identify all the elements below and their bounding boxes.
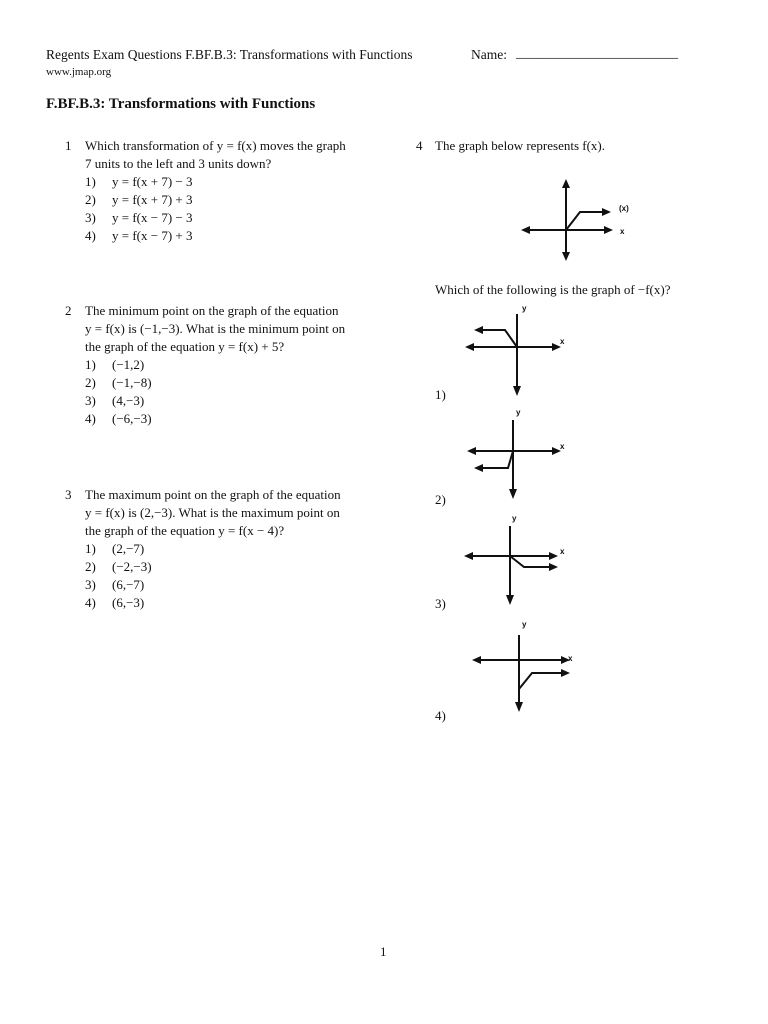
y-axis-arrow-up xyxy=(562,179,570,188)
choice-number: 1) xyxy=(85,541,96,556)
choice-text: (−1,−8) xyxy=(112,375,152,390)
choice-text: (4,−3) xyxy=(112,393,145,408)
x-axis-arrow-left xyxy=(467,447,476,455)
x-axis-arrow-left xyxy=(521,226,530,234)
choice-text: (−2,−3) xyxy=(112,559,152,574)
choice-number: 3) xyxy=(85,210,96,225)
question-stem-line: The maximum point on the graph of the equation xyxy=(85,487,341,502)
question-stem-line: y = f(x) is (2,−3). What is the maximum point on xyxy=(85,505,340,520)
x-axis-arrow-left xyxy=(465,343,474,351)
curve-arrow xyxy=(602,208,611,216)
question-number: 1 xyxy=(65,138,72,153)
x-label: x xyxy=(568,654,573,663)
choice-4-graph xyxy=(468,617,584,715)
question-number: 2 xyxy=(65,303,72,318)
question-stem-line: Which transformation of y = f(x) moves the graph xyxy=(85,138,346,153)
question-stem-line: the graph of the equation y = f(x) + 5? xyxy=(85,339,285,354)
choice-number: 2) xyxy=(85,559,96,574)
function-curve xyxy=(480,451,513,468)
function-curve xyxy=(519,673,564,689)
x-label: x xyxy=(560,442,565,451)
choice-text: (6,−7) xyxy=(112,577,145,592)
choice-number: 2) xyxy=(85,375,96,390)
question-number: 3 xyxy=(65,487,72,502)
choice-number: 4) xyxy=(85,595,96,610)
y-label: y xyxy=(516,408,521,417)
question-stem-line: The graph below represents f(x). xyxy=(435,138,606,153)
choice-number: 2) xyxy=(85,192,96,207)
question-stem-line: y = f(x) is (−1,−3). What is the minimum point on xyxy=(85,321,346,336)
x-axis-arrow-left xyxy=(464,552,473,560)
page-number: 1 xyxy=(380,944,387,959)
question-stem-line: The minimum point on the graph of the equation xyxy=(85,303,339,318)
y-label: y xyxy=(512,514,517,523)
choice-text: y = f(x − 7) + 3 xyxy=(112,228,193,243)
y-label: y xyxy=(522,304,527,313)
fx-graph xyxy=(520,178,640,264)
name-blank: ________________________ xyxy=(516,45,678,60)
y-axis-arrow-down xyxy=(562,252,570,261)
choice-number: 1) xyxy=(85,357,96,372)
function-curve xyxy=(480,330,517,347)
choice-number: 4) xyxy=(85,228,96,243)
x-axis-arrow-right xyxy=(549,552,558,560)
function-curve xyxy=(510,556,552,567)
header-title: Regents Exam Questions F.BF.B.3: Transformations with Functions xyxy=(46,47,413,62)
x-label: x xyxy=(620,227,625,236)
choice-number: 1) xyxy=(435,387,446,402)
curve-label: (x) xyxy=(619,204,629,213)
choice-number: 3) xyxy=(85,577,96,592)
x-axis-arrow-left xyxy=(472,656,481,664)
choice-text: y = f(x + 7) + 3 xyxy=(112,192,193,207)
choice-3-graph xyxy=(460,510,570,608)
choice-number: 4) xyxy=(435,708,446,723)
choice-number: 4) xyxy=(85,411,96,426)
choice-number: 1) xyxy=(85,174,96,189)
y-label: y xyxy=(522,620,527,629)
question-stem-line: the graph of the equation y = f(x − 4)? xyxy=(85,523,285,538)
question-prompt: Which of the following is the graph of −f(x)? xyxy=(435,282,671,297)
x-label: x xyxy=(560,337,565,346)
y-axis-arrow-down xyxy=(506,595,514,605)
choice-text: (−6,−3) xyxy=(112,411,152,426)
choice-text: (6,−3) xyxy=(112,595,145,610)
name-label: Name: xyxy=(471,47,507,62)
choice-2-graph xyxy=(462,404,572,502)
section-title: F.BF.B.3: Transformations with Functions xyxy=(46,96,316,112)
x-label: x xyxy=(560,547,565,556)
question-stem-line: 7 units to the left and 3 units down? xyxy=(85,156,272,171)
y-axis-arrow-down xyxy=(515,702,523,712)
choice-text: y = f(x − 7) − 3 xyxy=(112,210,193,225)
y-axis-arrow-down xyxy=(509,489,517,499)
question-number: 4 xyxy=(416,138,423,153)
x-axis-arrow-right xyxy=(604,226,613,234)
curve-arrow xyxy=(561,669,570,677)
choice-text: (2,−7) xyxy=(112,541,145,556)
choice-number: 3) xyxy=(435,596,446,611)
curve-arrow xyxy=(474,326,483,334)
curve-arrow xyxy=(474,464,483,472)
curve-arrow xyxy=(549,563,558,571)
site-url: www.jmap.org xyxy=(46,66,112,78)
choice-number: 3) xyxy=(85,393,96,408)
y-axis-arrow-down xyxy=(513,386,521,396)
choice-1-graph xyxy=(462,300,572,402)
function-curve xyxy=(566,212,606,230)
choice-number: 2) xyxy=(435,492,446,507)
choice-text: y = f(x + 7) − 3 xyxy=(112,174,193,189)
choice-text: (−1,2) xyxy=(112,357,145,372)
